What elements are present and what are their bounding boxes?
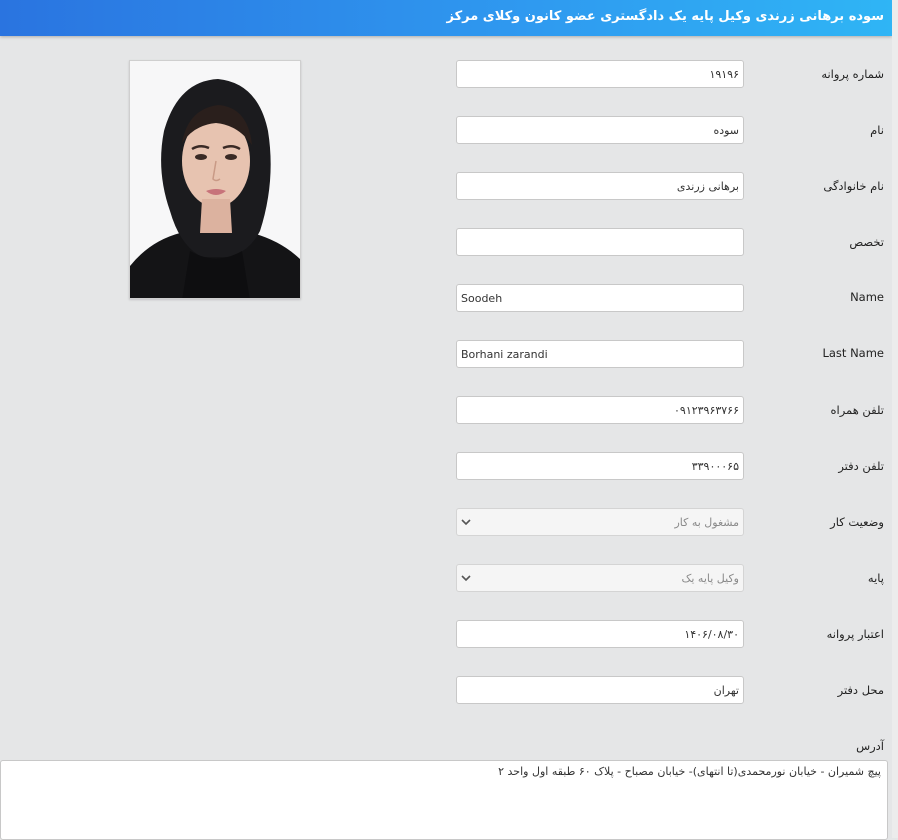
work-status-label: وضعیت کار: [830, 515, 884, 529]
mobile-label: تلفن همراه: [830, 403, 884, 417]
license-validity-label: اعتبار پروانه: [826, 627, 884, 641]
first-name-label: نام: [870, 123, 884, 137]
page-scrollbar[interactable]: [892, 0, 898, 838]
license-validity-field[interactable]: [456, 620, 744, 648]
person-photo-icon: [130, 61, 301, 299]
office-location-field[interactable]: [456, 676, 744, 704]
last-name-label: نام خانوادگی: [823, 179, 884, 193]
grade-label: پایه: [867, 571, 884, 585]
page-title: سوده برهانی زرندی وکیل پایه یک دادگستری عضو کانون وکلای مرکز: [446, 9, 884, 24]
specialty-field[interactable]: [456, 228, 744, 256]
work-status-value: مشغول به کار: [674, 516, 739, 529]
lawyer-photo: [129, 60, 301, 299]
license-number-label: شماره پروانه: [821, 67, 884, 81]
mobile-field[interactable]: [456, 396, 744, 424]
grade-value: وکیل پایه یک: [681, 572, 739, 585]
office-location-label: محل دفتر: [837, 683, 884, 697]
grade-select[interactable]: [456, 564, 744, 592]
office-phone-field[interactable]: [456, 452, 744, 480]
chevron-down-icon: [461, 571, 471, 585]
address-textarea[interactable]: [0, 760, 888, 840]
last-name-field[interactable]: [456, 172, 744, 200]
page-header: [0, 0, 892, 36]
last-name-en-field[interactable]: [456, 340, 744, 368]
specialty-label: تخصص: [849, 235, 884, 249]
last-name-en-label: Last Name: [822, 346, 884, 360]
office-phone-label: تلفن دفتر: [838, 459, 884, 473]
name-en-label: Name: [850, 290, 884, 304]
name-en-field[interactable]: [456, 284, 744, 312]
license-number-field[interactable]: [456, 60, 744, 88]
chevron-down-icon: [461, 515, 471, 529]
work-status-select[interactable]: [456, 508, 744, 536]
first-name-field[interactable]: [456, 116, 744, 144]
address-label: آدرس: [856, 739, 884, 753]
